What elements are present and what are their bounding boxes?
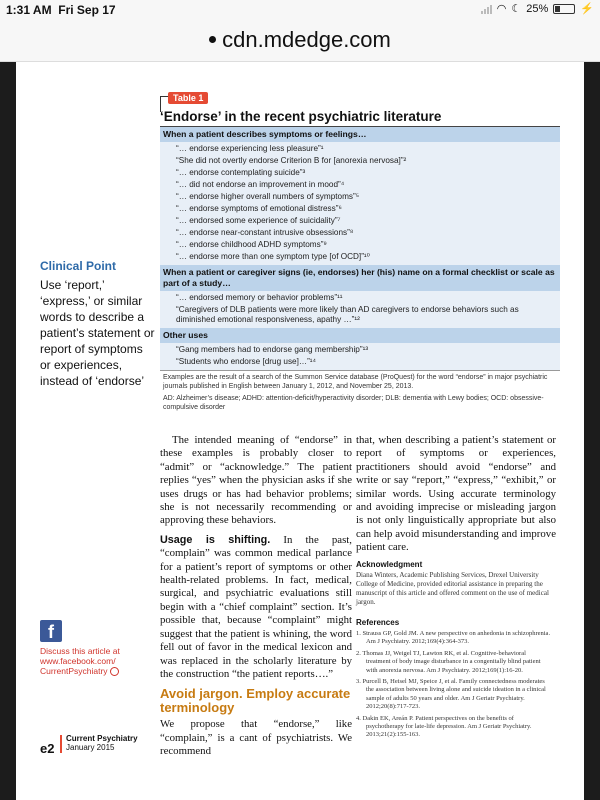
table-section-body <box>160 142 560 265</box>
table-item: “Gang members had to endorse gang membership”¹³ <box>176 345 369 354</box>
table-section-heading: When a patient or caregiver signs (ie, endorses) her (his) name on a formal checklist or scale as part of a study… <box>160 265 560 291</box>
table-item: “Caregivers of DLB patients were more likely than AD caregivers to endorse behaviors such as diminished emotional responsiveness, apathy …”¹² <box>176 305 519 324</box>
body-paragraph: The intended meaning of “endorse” in these examples is probably closer to “admit” or “acknowledge.” The patient replies “yes” when the physician asks if she uses drugs or has had behavior problems; she is not necessarily recommending or approving these behaviors. <box>160 434 352 527</box>
reference-item: 4. Dakin EK, Areán P. Patient perspectives on the benefits of psychotherapy for late-life depression. Am J Geriatr Psychiatry. 2013;21(2):155-163. <box>356 714 532 739</box>
url-text[interactable] <box>209 27 391 52</box>
table-section-body <box>160 291 560 328</box>
click-icon <box>110 667 119 676</box>
section-heading: Avoid jargon. Employ accurate terminology <box>160 686 351 716</box>
table-section-heading: When a patient describes symptoms or feelings… <box>160 127 560 142</box>
facebook-line: www.facebook.com/ <box>40 656 116 666</box>
body-paragraph: that, when describing a patient’s statement or report of symptoms or experiences, practitioners should avoid “endorse” and write or say “report,” “express,” “exhibit,” or similar words. Using accurate terminology and avoiding imprecise or misleading jargon is not only linguistically appropriate but also can help avoid misunderstanding and improve patient care. <box>356 434 556 554</box>
table-item: “… endorse symptoms of emotional distress”⁶ <box>176 204 342 213</box>
table-title: ‘Endorse’ in the recent psychiatric literature <box>160 109 442 124</box>
footer-divider <box>60 735 62 753</box>
table-item: “… did not endorse an improvement in mood”⁴ <box>176 180 345 189</box>
status-indicators <box>481 2 594 15</box>
table-item: “She did not overtly endorse Criterion B for [anorexia nervosa]”² <box>176 156 407 165</box>
reference-item: 1. Strauss GP, Gold JM. A new perspective on anhedonia in schizophrenia. Am J Psychiatry. 2012;169(4):364-373. <box>356 630 551 646</box>
table-item: “… endorse higher overall numbers of symptoms”⁵ <box>176 192 360 201</box>
references-list <box>356 630 552 743</box>
acknowledgment-heading: Acknowledgment <box>356 560 423 569</box>
table-item: “… endorse experiencing less pleasure”¹ <box>176 144 324 153</box>
lock-icon <box>209 36 216 43</box>
journal-date: January 2015 <box>66 743 115 752</box>
url-label: cdn.mdedge.com <box>222 27 391 52</box>
table-note: Examples are the result of a search of the Summon Service database (ProQuest) for the word “endorse” in major psychiatric journals published in English between January 1, 2012, and November 25, 2013. <box>160 370 560 393</box>
table-section-body <box>160 343 560 370</box>
table-item: “… endorse near-constant intrusive obsessions”⁸ <box>176 228 354 237</box>
table-item: “Students who endorse [drug use]…”¹⁴ <box>176 357 317 366</box>
run-in-heading: Usage is shifting. <box>160 533 271 546</box>
table-item: “… endorse childhood ADHD symptoms”⁹ <box>176 240 327 249</box>
moon-icon: ☾ <box>511 3 522 15</box>
body-paragraph <box>160 534 352 681</box>
table-item: “… endorsed some experience of suicidality”⁷ <box>176 216 341 225</box>
table-abbreviations: AD: Alzheimer’s disease; ADHD: attention-deficit/hyperactivity disorder; DLB: dementia with Lewy bodies; OCD: obsessive-compulsive disorder <box>163 395 544 411</box>
facebook-line: Discuss this article at <box>40 646 120 656</box>
facebook-link[interactable] <box>40 646 120 676</box>
acknowledgment-text: Diana Winters, Academic Publishing Services, Drexel University College of Medicine, provided editorial assistance in preparing the manuscript of this article and offered comment on the use of medical jargon. <box>356 571 549 606</box>
date-text: Fri Sep 17 <box>58 3 116 17</box>
endorse-table <box>160 126 560 413</box>
battery-percent: 25% <box>526 2 549 15</box>
url-bar[interactable] <box>0 20 600 62</box>
reference-item: 3. Purcell B, Heisel MJ, Speice J, et al. Family connectedness moderates the association between living alone and suicide ideation in a clinical sample of adults 50 years and older. Am J Geriatr Psychiatry. 2012;20(8):717-723. <box>356 678 546 711</box>
signal-icon <box>481 4 492 14</box>
facebook-line: CurrentPsychiatry <box>40 666 108 676</box>
clinical-point-text: Use ‘report,’ ‘express,’ or similar words to describe a patient’s statement or report of symptoms or experiences, instead of ‘endorse’ <box>40 278 155 388</box>
page-number: e2 <box>40 741 55 756</box>
body-column-1 <box>160 434 352 759</box>
references-heading: References <box>356 618 400 627</box>
facebook-icon[interactable]: f <box>40 620 62 642</box>
wifi-icon: ◠ <box>496 3 507 15</box>
clinical-point-title: Clinical Point <box>40 259 117 273</box>
time-text: 1:31 AM <box>6 3 52 17</box>
paragraph-text: In the past, “complain” was common medical parlance for a patient’s report of symptoms or other health-related problems. In fact, medical, surgical, and psychiatric evaluations still begin with a “chief complaint” section. It’s possible that, because “complaint” might suggest that the patient is whining, the word fell out of favor in the medical lexicon and was replaced in the scholarly literature by the construction “the patient reports….” <box>160 533 352 680</box>
body-paragraph: We propose that “endorse,” like “complain,” is a cant of psychiatrists. We recommend <box>160 718 352 758</box>
table-section-heading: Other uses <box>160 328 560 343</box>
table-item: “… endorsed memory or behavior problems”¹¹ <box>176 293 343 302</box>
table-badge: Table 1 <box>168 92 208 104</box>
document-page <box>16 62 584 800</box>
status-time <box>6 3 116 17</box>
table-item: “… endorse more than one symptom type [of OCD]”¹⁰ <box>176 252 370 261</box>
body-column-2 <box>356 434 556 555</box>
journal-name: Current Psychiatry <box>66 734 138 743</box>
reference-item: 2. Thomas JJ, Weigel TJ, Lawton RK, et al. Cognitive-behavioral treatment of body image disturbance in a congenitally blind patient with anorexia nervosa. Am J Psychiatry. 2012;169(1):16-20. <box>356 649 541 674</box>
table-item: “… endorse contemplating suicide”³ <box>176 168 306 177</box>
charging-icon: ⚡ <box>580 3 594 15</box>
status-bar <box>0 0 600 20</box>
battery-icon <box>553 4 575 14</box>
journal-info <box>66 734 138 752</box>
